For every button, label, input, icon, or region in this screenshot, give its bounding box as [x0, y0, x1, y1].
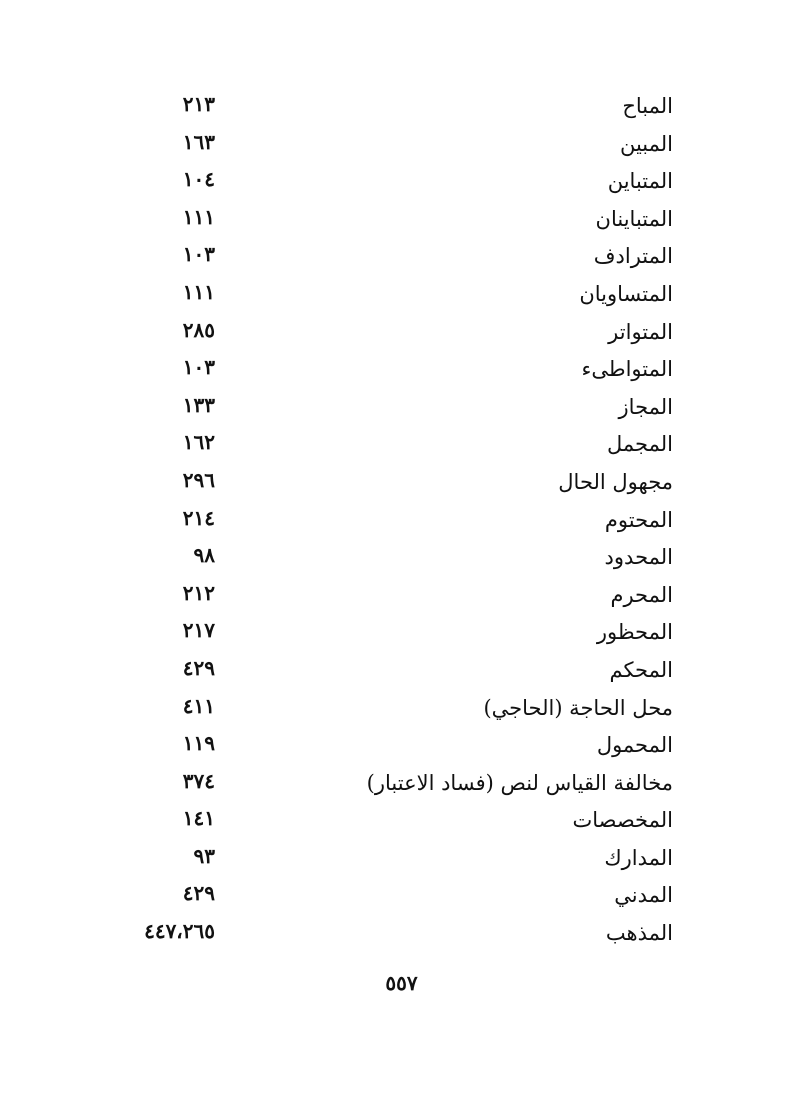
index-page-ref: ٢١٧	[182, 618, 215, 643]
index-entry	[0, 85, 803, 123]
index-page-ref: ٢٩٦	[182, 467, 215, 492]
index-entry	[0, 461, 803, 499]
index-page-ref: ١١١	[182, 279, 215, 304]
index-page-ref: ١٠٣	[182, 242, 215, 267]
index-term: المدني	[614, 883, 673, 908]
index-page-ref: ١١٩	[182, 731, 215, 756]
index-term: المحظور	[596, 620, 673, 645]
index-term: المحرم	[610, 582, 673, 607]
index-term: المخصصات	[572, 808, 673, 833]
index-page-ref: ٢٨٥	[182, 317, 215, 342]
index-page-ref: ١٤١	[182, 806, 215, 831]
index-entry	[0, 348, 803, 386]
index-term: المحمول	[596, 733, 673, 758]
index-term: المتباينان	[595, 206, 673, 231]
index-entry	[0, 799, 803, 837]
index-term: المحكم	[609, 657, 673, 682]
index-page-ref: ٩٨	[193, 543, 215, 568]
index-entry	[0, 198, 803, 236]
index-page-ref: ٤٢٩	[182, 655, 215, 680]
index-term: المتواطىء	[581, 357, 673, 382]
index-term: المجاز	[618, 394, 673, 419]
index-entry	[0, 724, 803, 762]
index-term: مخالفة القياس لنص (فساد الاعتبار)	[366, 770, 673, 795]
index-page-ref: ٤١١	[182, 693, 215, 718]
index-term: محل الحاجة (الحاجي)	[483, 695, 673, 720]
index-entry	[0, 311, 803, 349]
index-term: المترادف	[593, 244, 673, 269]
index-page-ref: ٢١٢	[182, 580, 215, 605]
index-entry	[0, 837, 803, 875]
page-number: ٥٥٧	[385, 971, 418, 995]
index-term: المجمل	[607, 432, 673, 457]
index-term: المبين	[619, 131, 673, 156]
index-entry	[0, 499, 803, 537]
index-entry	[0, 874, 803, 912]
index-entry	[0, 687, 803, 725]
index-term: المباح	[622, 94, 673, 118]
index-page-ref: ١٦٢	[182, 430, 215, 455]
index-entry	[0, 160, 803, 198]
index-entry	[0, 123, 803, 161]
index-term: المحدود	[604, 545, 673, 570]
index-entry	[0, 536, 803, 574]
index-page-ref: ٣٧٤	[182, 768, 215, 793]
index-entry	[0, 574, 803, 612]
index-entry	[0, 649, 803, 687]
index-term: المتواتر	[608, 319, 673, 344]
index-term: المتساويان	[579, 281, 673, 306]
index-page-ref: ٤٢٩	[182, 881, 215, 906]
index-page-ref: ١٠٤	[182, 167, 215, 192]
index-page-ref: ١١١	[182, 204, 215, 229]
index-page-ref: ٤٤٧،٢٦٥	[144, 919, 215, 944]
index-page-ref: ٩٣	[193, 843, 215, 868]
index-term: المذهب	[605, 921, 673, 946]
index-term: المتباين	[607, 169, 673, 194]
index-entry	[0, 912, 803, 950]
index-page-ref: ١٦٣	[182, 129, 215, 154]
index-entry	[0, 611, 803, 649]
index-page-ref: ٢١٤	[182, 505, 215, 530]
index-entry	[0, 235, 803, 273]
index-page-ref: ٢١٣	[182, 92, 215, 116]
index-page-ref: ١٠٣	[182, 355, 215, 380]
index-term: المحتوم	[604, 507, 673, 532]
index-term: مجهول الحال	[558, 469, 673, 494]
index-list	[0, 85, 803, 950]
index-term: المدارك	[604, 845, 673, 870]
index-entry	[0, 386, 803, 424]
index-page-ref: ١٣٣	[182, 392, 215, 417]
index-entry	[0, 273, 803, 311]
index-entry	[0, 762, 803, 800]
index-entry	[0, 423, 803, 461]
